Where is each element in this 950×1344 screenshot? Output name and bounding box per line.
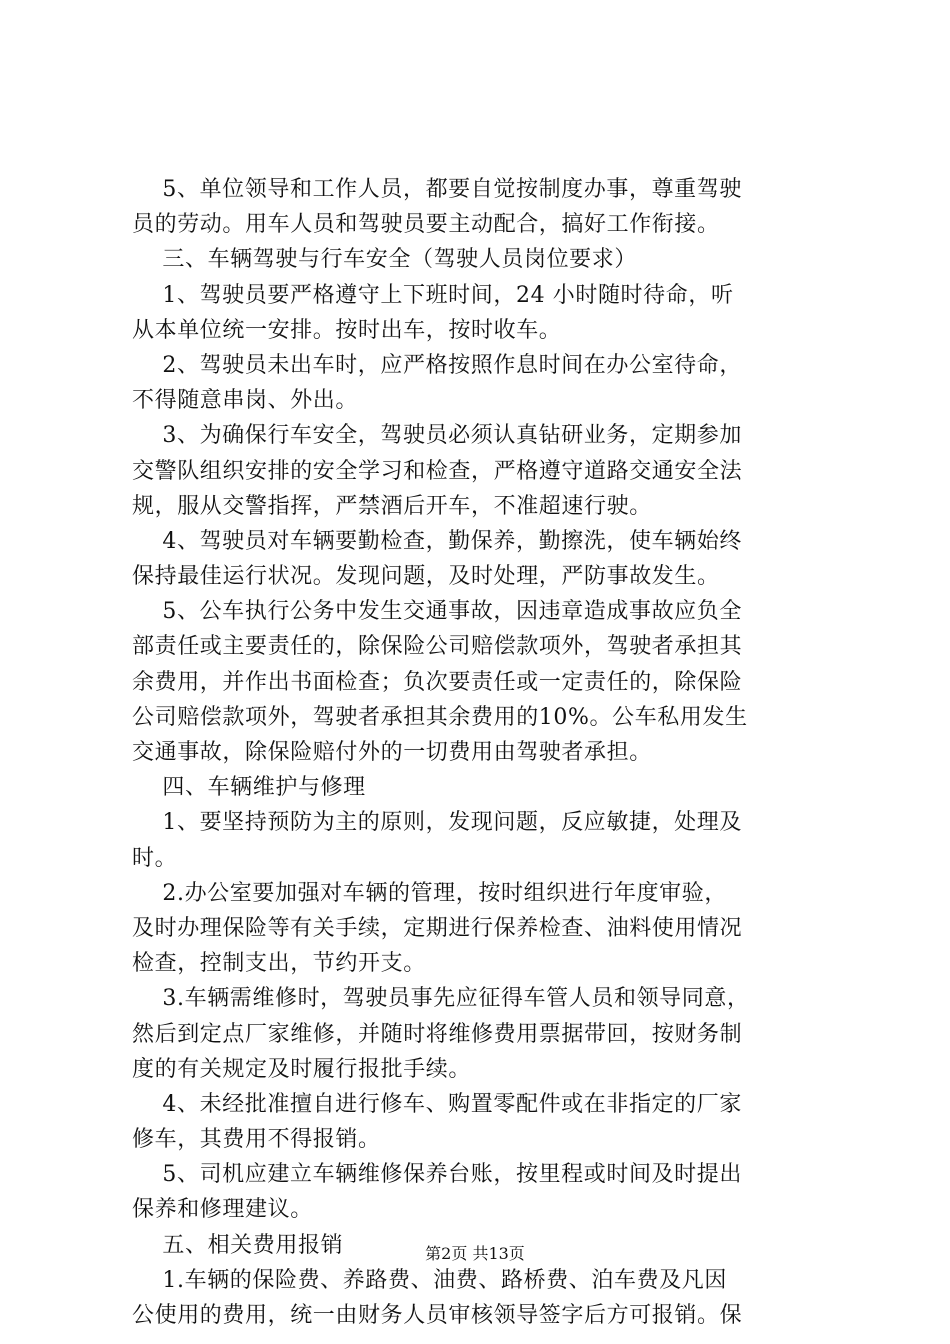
text-line: 保持最佳运行状况。发现问题，及时处理，严防事故发生。: [132, 564, 720, 590]
text-line: 保养和修理建议。: [132, 1197, 313, 1223]
text-line: 从本单位统一安排。按时出车，按时收车。: [132, 317, 562, 343]
text-line: 交警队组织安排的安全学习和检查，严格遵守道路交通安全法: [132, 458, 743, 484]
text-line: 5、单位领导和工作人员，都要自觉按制度办事，尊重驾驶: [132, 177, 742, 202]
section-heading: 四、车辆维护与修理: [132, 775, 366, 801]
section-heading: 三、车辆驾驶与行车安全（驾驶人员岗位要求）: [132, 247, 637, 273]
text-line: 1、要坚持预防为主的原则，发现问题，反应敏捷，处理及: [132, 810, 742, 836]
document-body: [132, 172, 832, 1333]
text-line: 公使用的费用，统一由财务人员审核领导签字后方可报销。保: [132, 1303, 743, 1328]
text-line: 交通事故，除保险赔付外的一切费用由驾驶者承担。: [132, 740, 652, 765]
text-line: 检查，控制支出，节约开支。: [132, 951, 426, 977]
text-line: 5、公车执行公务中发生交通事故，因违章造成事故应负全: [132, 599, 742, 625]
text-line: 修车，其费用不得报销。: [132, 1127, 381, 1153]
text-line: 及时办理保险等有关手续，定期进行保养检查、油料使用情况: [132, 915, 743, 941]
text-line: 2.办公室要加强对车辆的管理，按时组织进行年度审验，: [132, 880, 727, 906]
text-line: 5、司机应建立车辆维修保养台账，按里程或时间及时提出: [132, 1162, 742, 1188]
page-number-footer: 第2页 共13页: [425, 1244, 525, 1263]
text-line: 3、为确保行车安全，驾驶员必须认真钻研业务，定期参加: [132, 423, 742, 449]
text-line: 度的有关规定及时履行报批手续。: [132, 1056, 472, 1082]
section-heading: 五、相关费用报销: [132, 1232, 344, 1258]
text-line: 不得随意串岗、外出。: [132, 388, 359, 414]
text-line: 规，服从交警指挥，严禁酒后开车，不准超速行驶。: [132, 493, 652, 519]
text-line: 部责任或主要责任的，除保险公司赔偿款项外，驾驶者承担其: [132, 634, 743, 660]
text-line: 然后到定点厂家维修，并随时将维修费用票据带回，按财务制: [132, 1021, 743, 1047]
text-line: 1、驾驶员要严格遵守上下班时间，24 小时随时待命，听: [132, 282, 734, 308]
text-line: 员的劳动。用车人员和驾驶员要主动配合，搞好工作衔接。: [132, 212, 720, 238]
text-line: 2、驾驶员未出车时，应严格按照作息时间在办公室待命，: [132, 352, 742, 378]
text-line: 4、未经批准擅自进行修车、购置零配件或在非指定的厂家: [132, 1091, 742, 1117]
text-line: 1.车辆的保险费、养路费、油费、路桥费、泊车费及凡因: [132, 1267, 727, 1293]
text-line: 公司赔偿款项外，驾驶者承担其余费用的10%。公车私用发生: [132, 704, 748, 730]
text-line: 时。: [132, 845, 178, 871]
text-line: 3.车辆需维修时，驾驶员事先应征得车管人员和领导同意，: [132, 986, 750, 1012]
text-line: 余费用，并作出书面检查；负次要责任或一定责任的，除保险: [132, 669, 743, 695]
text-line: 4、驾驶员对车辆要勤检查，勤保养，勤擦洗，使车辆始终: [132, 528, 742, 554]
